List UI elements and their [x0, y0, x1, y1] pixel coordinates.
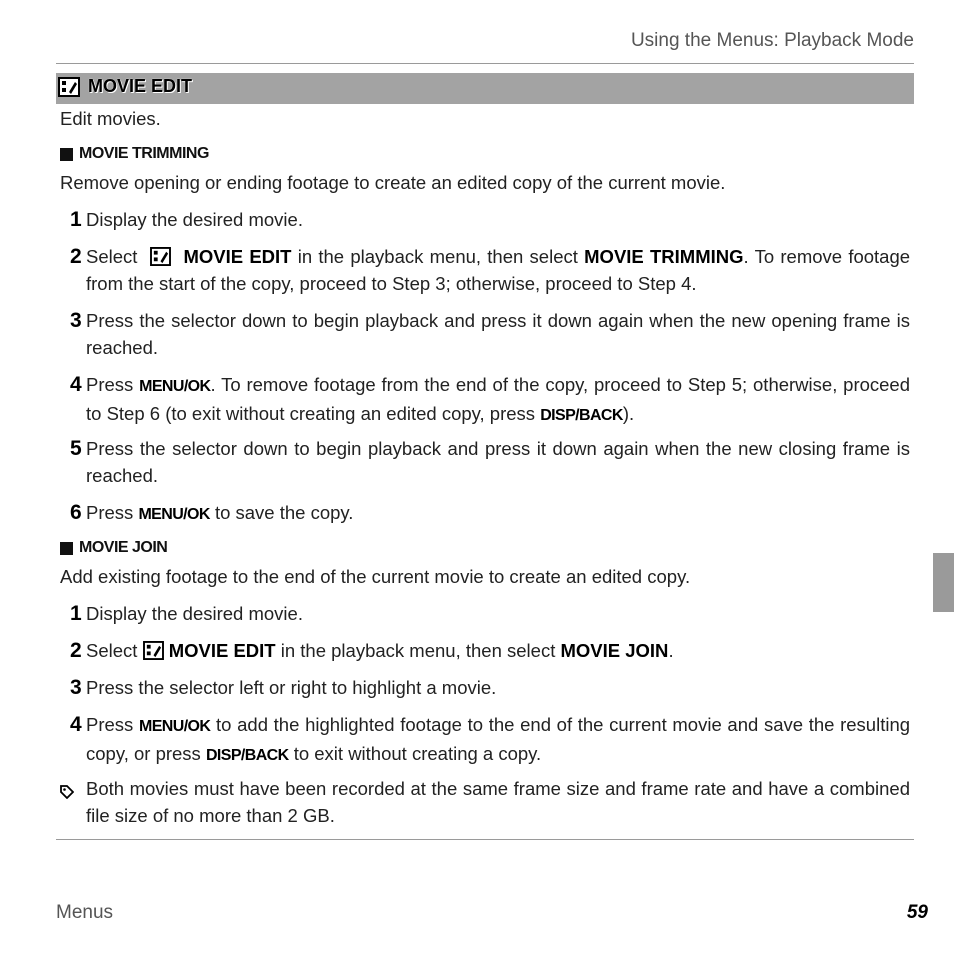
trimming-step-2 — [70, 243, 910, 297]
step-number: 1 — [70, 602, 82, 625]
menu-name: MOVIE EDIT — [168, 640, 276, 661]
running-title: Using the Menus: Playback Mode — [630, 30, 914, 51]
step-text: Display the desired movie. — [86, 209, 303, 230]
note-tag-icon — [60, 785, 74, 799]
disp-back-key: DISP/BACK — [540, 407, 623, 424]
step-text: Select MOVIE EDIT in the playback menu, then select MOVIE TRIMMING. To remove footage from the start of the copy, proceed to Step 3; otherwise, proceed to Step 4. — [86, 246, 911, 294]
chapter-side-tab — [933, 553, 954, 612]
step-text: Press MENU/OK to add the highlighted footage to the end of the current movie and save the resulting copy, or press DISP/BACK to exit without creating a copy. — [86, 714, 911, 764]
join-heading — [60, 539, 167, 557]
square-bullet-icon — [60, 542, 73, 555]
join-step-3 — [70, 674, 910, 701]
step-number: 4 — [70, 373, 82, 396]
trimming-heading-text: MOVIE TRIMMING — [79, 145, 209, 162]
join-step-4 — [70, 711, 910, 769]
step-text: Select MOVIE EDIT in the playback menu, then select MOVIE JOIN. — [86, 640, 674, 661]
menu-ok-key: MENU/OK — [139, 378, 211, 395]
join-note — [60, 775, 910, 829]
trimming-step-5 — [70, 435, 910, 489]
step-number: 5 — [70, 437, 82, 460]
step-number: 2 — [70, 245, 82, 268]
join-step-1 — [70, 600, 910, 627]
trimming-intro: Remove opening or ending footage to create an edited copy of the current movie. — [60, 172, 726, 193]
menu-ok-key: MENU/OK — [138, 718, 211, 735]
section-intro: Edit movies. — [60, 108, 161, 129]
step-text: Press MENU/OK. To remove footage from the end of the copy, proceed to Step 5; otherwise, proceed to Step 6 (to exit without creating an edited copy, press DISP/BACK). — [86, 374, 911, 424]
page-number: 59 — [906, 902, 928, 923]
step-number: 6 — [70, 501, 82, 524]
trimming-step-6 — [70, 499, 910, 528]
step-text: Press the selector left or right to highlight a movie. — [86, 677, 497, 698]
menu-name: MOVIE EDIT — [183, 246, 292, 267]
footer-section-name: Menus — [56, 902, 114, 923]
menu-ok-key: MENU/OK — [138, 506, 210, 523]
step-text: Press MENU/OK to save the copy. — [86, 502, 354, 523]
step-number: 3 — [70, 676, 82, 699]
header-rule — [56, 63, 914, 64]
trimming-step-1 — [70, 206, 910, 233]
movie-edit-icon — [58, 77, 80, 97]
menu-item-name: MOVIE TRIMMING — [584, 246, 744, 267]
section-title-text: MOVIE EDIT — [88, 76, 193, 96]
join-intro: Add existing footage to the end of the current movie to create an edited copy. — [60, 566, 691, 587]
trimming-step-3 — [70, 307, 910, 361]
note-text: Both movies must have been recorded at the same frame size and frame rate and have a combined file size of no more than 2 GB. — [86, 778, 910, 826]
trimming-heading — [60, 145, 209, 163]
step-number: 3 — [70, 309, 82, 332]
menu-item-name: MOVIE JOIN — [560, 640, 669, 661]
movie-edit-icon — [150, 247, 171, 266]
step-number: 1 — [70, 208, 82, 231]
step-text: Display the desired movie. — [86, 603, 303, 624]
disp-back-key: DISP/BACK — [205, 747, 289, 764]
trimming-step-4 — [70, 371, 910, 429]
section-title — [58, 76, 192, 97]
step-text: Press the selector down to begin playback and press it down again when the new closing frame is reached. — [86, 438, 910, 486]
join-step-2 — [70, 637, 910, 664]
footer-rule — [56, 839, 914, 840]
step-text: Press the selector down to begin playback and press it down again when the new opening frame is reached. — [86, 310, 910, 358]
movie-edit-icon — [143, 641, 164, 660]
step-number: 2 — [70, 639, 82, 662]
join-heading-text: MOVIE JOIN — [79, 539, 168, 556]
square-bullet-icon — [60, 148, 73, 161]
step-number: 4 — [70, 713, 82, 736]
